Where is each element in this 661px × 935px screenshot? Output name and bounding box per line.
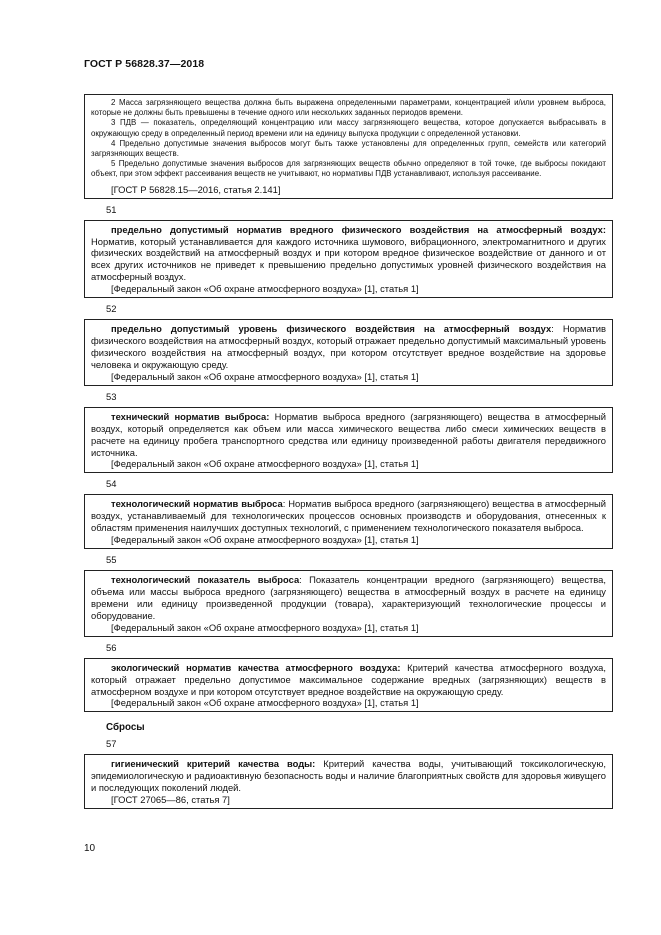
section-title: Сбросы bbox=[106, 722, 145, 734]
note-3: 3 ПДВ — показатель, определяющий концентрацию или массу загрязняющего вещества, которое допускается выбрасывать в окружающую среду в определенный период времени или на единицу выпуска продукции с определенной установки. bbox=[91, 118, 606, 138]
entry-53-text bbox=[91, 411, 606, 459]
entry-55-source: [Федеральный закон «Об охране атмосферного воздуха» [1], статья 1] bbox=[111, 621, 419, 633]
entry-50-source: [ГОСТ Р 56828.15—2016, статья 2.141] bbox=[111, 183, 281, 195]
entry-56-source: [Федеральный закон «Об охране атмосферного воздуха» [1], статья 1] bbox=[111, 697, 419, 709]
entry-55-definition: : Показатель концентрации вредного (загрязняющего) вещества, объема или массы выброса вредного (загрязняющего) вещества в атмосферный воздух в расчете на единицу времени или единицу произведенной продукции (товара), характеризующий технологические процессы и оборудование. bbox=[91, 574, 606, 621]
entry-number-52: 52 bbox=[106, 303, 117, 315]
entry-52-term: предельно допустимый уровень физического воздействия на атмосферный воздух bbox=[111, 323, 552, 335]
entry-51-definition: Норматив, который устанавливается для каждого источника шумового, вибрационного, электромагнитного и других физических воздействий на атмосферный воздух и при котором вредное физическое воздействие от данного и от всех других источников не приведет к превышению предельно допустимых уровней физического воздействия на атмосферный воздух. bbox=[91, 235, 606, 283]
entry-51-source: [Федеральный закон «Об охране атмосферного воздуха» [1], статья 1] bbox=[111, 283, 419, 295]
entry-57-box bbox=[84, 754, 613, 809]
entry-53-source: [Федеральный закон «Об охране атмосферного воздуха» [1], статья 1] bbox=[111, 458, 419, 470]
entry-54-box bbox=[84, 494, 613, 549]
entry-52-text bbox=[91, 323, 606, 371]
entry-56-text bbox=[91, 662, 606, 698]
entry-51-term: предельно допустимый норматив вредного физического воздействия на атмосферный воздух: bbox=[111, 223, 606, 235]
entry-number-54: 54 bbox=[106, 478, 117, 490]
entry-54-term: технологический норматив выброса bbox=[111, 498, 283, 510]
entry-57-term: гигиенический критерий качества воды: bbox=[111, 758, 316, 770]
entry-50-notes-box bbox=[84, 94, 613, 199]
document-body bbox=[84, 94, 613, 809]
entry-53-term: технический норматив выброса: bbox=[111, 410, 270, 422]
entry-53-definition: Норматив выброса вредного (загрязняющего) вещества в атмосферный воздух, который определяется как объем или масса химического вещества либо смеси химических веществ в расчете на единицу пробега транспортного средства или единицу произведенной работы двигателя передвижного источника. bbox=[91, 410, 606, 458]
entry-number-56: 56 bbox=[106, 641, 117, 653]
entry-54-source: [Федеральный закон «Об охране атмосферного воздуха» [1], статья 1] bbox=[111, 534, 419, 546]
entry-51-box bbox=[84, 220, 613, 299]
entry-number-55: 55 bbox=[106, 554, 117, 566]
entry-53-box bbox=[84, 407, 613, 474]
entry-57-definition: Критерий качества воды, учитывающий токсикологическую, эпидемиологическую и радиоактивную безопасность воды и наличие благоприятных свойств для здоровья живущего и последующих поколений людей. bbox=[91, 758, 606, 794]
entry-56-box bbox=[84, 658, 613, 713]
entry-55-term: технологический показатель выброса bbox=[111, 574, 300, 586]
entry-56-term: экологический норматив качества атмосферного воздуха: bbox=[111, 661, 401, 673]
entry-56-definition: Критерий качества атмосферного воздуха, который отражает предельно допустимое максимальное содержание вредных (загрязняющих) веществ в атмосферном воздухе и при котором отсутствует вредное воздействие на окружающую среду. bbox=[91, 661, 606, 697]
entry-54-text bbox=[91, 498, 606, 534]
entry-54-definition: : Норматив выброса вредного (загрязняющего) вещества в атмосферный воздух, устанавливаемый для технологических процессов основных производств и оборудования, отнесенных к областям применения наилучших доступных технологий, с применением технологического показателя выброса. bbox=[91, 498, 606, 534]
entry-number-51: 51 bbox=[106, 203, 117, 215]
note-5: 5 Предельно допустимые значения выбросов для загрязняющих веществ обычно определяют в той точке, где выбросы покидают объект, при этом эффект рассеивания веществ не учитывают, но нормативы ПДВ устанавливают, используя рассеивание. bbox=[91, 159, 606, 179]
entry-57-text bbox=[91, 758, 606, 794]
entry-52-definition: : Норматив физического воздействия на атмосферный воздух, который отражает предельно допустимый максимальный уровень физического воздействия на атмосферный воздух, при котором отсутствует вредное воздействие на здоровье человека и окружающую среду. bbox=[91, 323, 606, 370]
entry-55-box bbox=[84, 570, 613, 637]
document-header: ГОСТ Р 56828.37—2018 bbox=[84, 58, 205, 70]
note-4: 4 Предельно допустимые значения выбросов могут быть также установлены для определенных групп, семейств или категорий загрязняющих веществ. bbox=[91, 138, 606, 159]
entry-55-text bbox=[91, 574, 606, 622]
entry-52-box bbox=[84, 319, 613, 386]
entry-51-text bbox=[91, 224, 606, 284]
page-number: 10 bbox=[84, 843, 96, 854]
entry-number-57: 57 bbox=[106, 738, 117, 750]
entry-number-53: 53 bbox=[106, 390, 117, 402]
note-2: 2 Масса загрязняющего вещества должна быть выражена определенными параметрами, концентрацией и/или уровнем выброса, которые не должны быть превышены в течение одного или нескольких заданных периодов времени. bbox=[91, 98, 606, 118]
entry-52-source: [Федеральный закон «Об охране атмосферного воздуха» [1], статья 1] bbox=[111, 370, 419, 382]
entry-57-source: [ГОСТ 27065—86, статья 7] bbox=[111, 794, 230, 806]
